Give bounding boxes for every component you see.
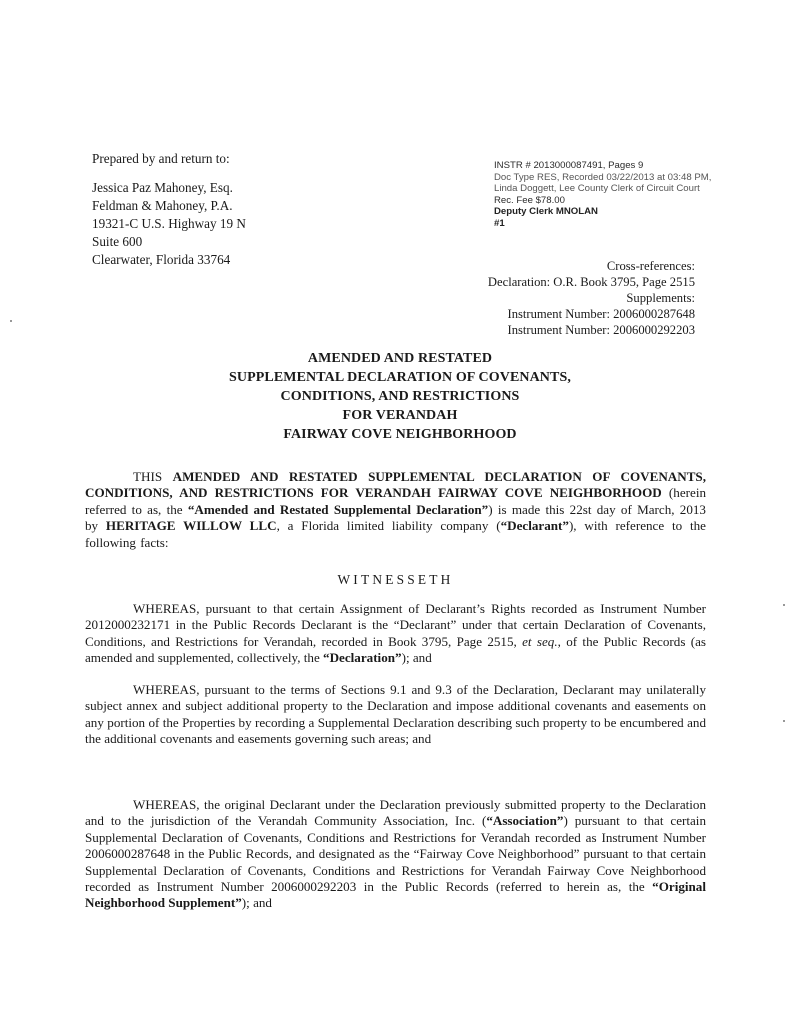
whereas-text: WHEREAS, pursuant to the terms of Sections 9.1 and 9.3 of the Declaration, Declarant may unilaterally subject annex and subject additional property to the Declaration and impose additional covenants and easements on any portion of the Properties by recording a Supplemental Declaration describing such property to be encumbered and the additional covenants and easements governing such areas; and xyxy=(85,682,706,747)
cross-references xyxy=(375,258,695,338)
whereas-text: WHEREAS, pursuant to that certain Assignment of Declarant’s Rights recorded as Instrument Number 2012000232171 in the Public Records Declarant is the “Declarant” under that certain Declaration of Covenants, Conditions, and Restrictions for Verandah, recorded in Book 3795, Page 2515, xyxy=(85,601,706,649)
whereas-paragraph-1 xyxy=(85,601,706,667)
prepared-line: Suite 600 xyxy=(92,234,143,249)
document-title xyxy=(100,349,700,444)
intro-paragraph xyxy=(85,469,706,551)
intro-text: ), with reference to the following facts: xyxy=(85,518,706,550)
crossref-heading: Cross-references: xyxy=(606,259,695,273)
title-line: AMENDED AND RESTATED xyxy=(307,351,493,366)
intro-text: , a Florida limited liability company ( xyxy=(276,518,501,534)
prepared-by-block xyxy=(92,150,352,269)
whereas-bold: “Original Neighborhood Supplement” xyxy=(85,879,706,911)
recording-stamp xyxy=(494,160,754,230)
title-line: CONDITIONS, AND RESTRICTIONS xyxy=(280,389,520,404)
prepared-line: Jessica Paz Mahoney, Esq. xyxy=(92,180,233,195)
whereas-text: ) pursuant to that certain Supplemental Declaration of Covenants, Conditions and Restrictions for Verandah recorded as Instrument Number 2006000287648 in the Public Records, and designated as the “Fairway Cove Neighborhood” pursuant to that certain Supplemental Declaration of Covenants, Conditions and Restrictions for Verandah Fairway Cove Neighborhood recorded as Instrument Number 2006000292203 in the Public Records (referred to herein as, the xyxy=(85,813,706,895)
instrument-number: INSTR # 2013000087491, Pages 9 xyxy=(494,160,644,171)
whereas-italic: et seq. xyxy=(522,633,558,649)
whereas-text: WHEREAS, the original Declarant under the Declaration previously submitted property to the Declaration and to the jurisdiction of the Verandah Community Association, Inc. ( xyxy=(85,797,706,829)
prepared-line: 19321-C U.S. Highway 19 N xyxy=(92,216,246,231)
intro-bold: “Amended and Restated Supplemental Declaration” xyxy=(187,501,489,517)
crossref-declaration: Declaration: O.R. Book 3795, Page 2515 xyxy=(487,275,695,289)
record-number: #1 xyxy=(494,217,505,229)
title-line: SUPPLEMENTAL DECLARATION OF COVENANTS, xyxy=(229,370,571,385)
scan-speck xyxy=(783,720,785,722)
intro-text: (herein referred to as, the xyxy=(85,485,706,517)
title-line: FAIRWAY COVE NEIGHBORHOOD xyxy=(283,427,517,442)
crossref-instrument: Instrument Number: 2006000287648 xyxy=(507,307,695,321)
witnesseth-heading: WITNESSETH xyxy=(337,572,454,587)
whereas-bold: “Declaration” xyxy=(323,650,402,666)
whereas-text: , of the Public Records (as amended and supplemented, collectively, the xyxy=(85,633,706,666)
whereas-text: ); and xyxy=(401,650,432,666)
intro-bold: AMENDED AND RESTATED SUPPLEMENTAL DECLARATION OF COVENANTS, CONDITIONS, AND RESTRICTIONS FOR VERANDAH FAIRWAY COVE NEIGHBORHOOD xyxy=(85,469,706,501)
recording-fee: Rec. Fee $78.00 xyxy=(494,194,565,206)
prepared-line: Clearwater, Florida 33764 xyxy=(92,252,231,267)
whereas-paragraph-2 xyxy=(85,682,706,748)
whereas-bold: “Association” xyxy=(486,813,564,829)
intro-bold: “Declarant” xyxy=(500,518,569,534)
title-line: FOR VERANDAH xyxy=(342,408,458,423)
crossref-instrument: Instrument Number: 2006000292203 xyxy=(507,323,695,337)
deputy-clerk: Deputy Clerk MNOLAN xyxy=(494,206,598,218)
scan-speck xyxy=(10,320,12,322)
intro-text: THIS xyxy=(133,469,173,484)
doc-type: Doc Type RES, Recorded 03/22/2013 at 03:48 PM, xyxy=(494,171,712,183)
intro-text: ) is made this 22st day of March, 2013 by xyxy=(85,501,706,534)
clerk-name: Linda Doggett, Lee County Clerk of Circuit Court xyxy=(494,183,700,195)
prepared-heading: Prepared by and return to: xyxy=(92,151,230,166)
scan-speck xyxy=(783,604,785,606)
whereas-paragraph-3 xyxy=(85,797,706,912)
intro-bold: HERITAGE WILLOW LLC xyxy=(105,518,277,534)
whereas-text: ); and xyxy=(241,895,272,911)
prepared-line: Feldman & Mahoney, P.A. xyxy=(92,198,233,213)
crossref-supplements: Supplements: xyxy=(626,291,695,305)
